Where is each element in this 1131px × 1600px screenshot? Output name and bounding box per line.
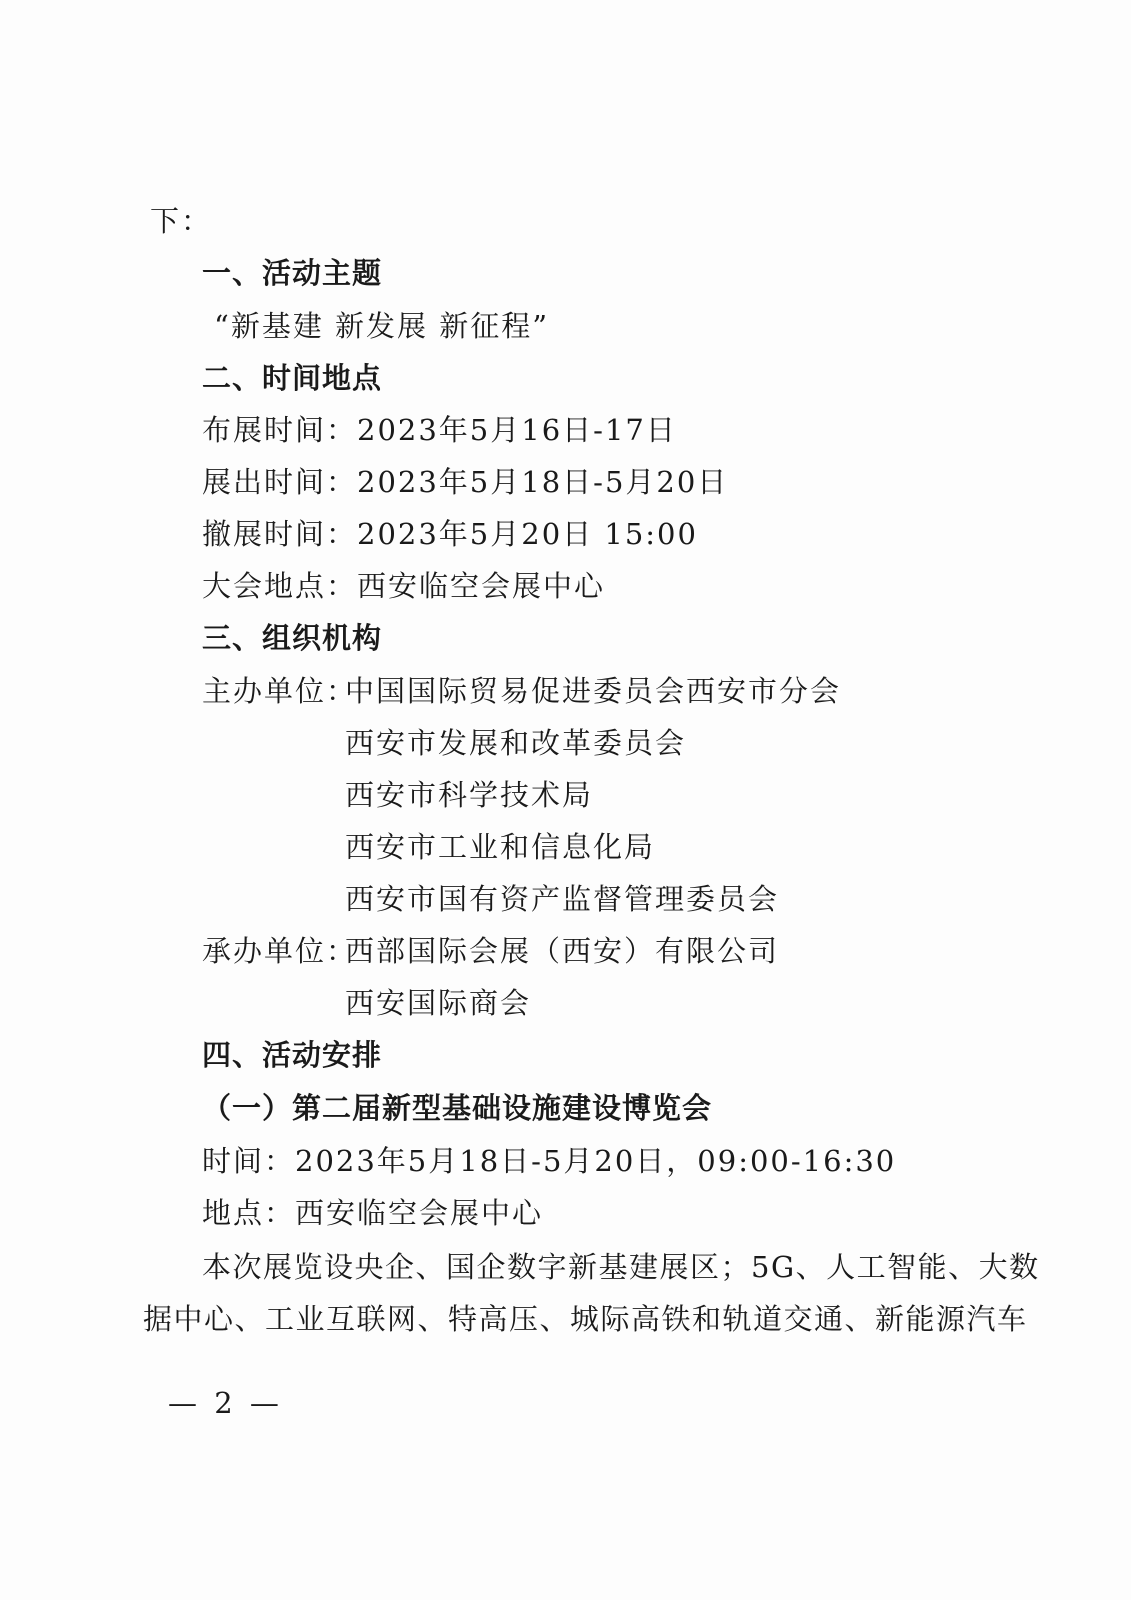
expo-place: 地点：西安临空会展中心	[202, 1196, 544, 1230]
host-unit: 中国国际贸易促进委员会西安市分会	[345, 674, 842, 708]
section-heading-arrangement: 四、活动安排	[202, 1038, 383, 1072]
host-unit: 西安市发展和改革委员会	[345, 726, 687, 760]
host-unit: 西安市工业和信息化局	[345, 830, 656, 864]
section-heading-organization: 三、组织机构	[202, 621, 383, 655]
organizer-unit: 西部国际会展（西安）有限公司	[345, 934, 780, 968]
theme-text: “新基建 新发展 新征程”	[214, 309, 550, 343]
expo-description-line: 本次展览设央企、国企数字新基建展区；5G、人工智能、大数	[202, 1250, 1040, 1284]
section-heading-theme: 一、活动主题	[202, 256, 383, 290]
teardown-time: 撤展时间：2023年5月20日 15:00	[202, 517, 698, 551]
setup-time: 布展时间：2023年5月16日-17日	[202, 413, 677, 447]
exhibit-time: 展出时间：2023年5月18日-5月20日	[202, 465, 729, 499]
organizer-label: 承办单位：	[202, 934, 358, 968]
host-unit: 西安市科学技术局	[345, 778, 594, 812]
host-label: 主办单位：	[202, 674, 358, 708]
organizer-unit: 西安国际商会	[345, 986, 532, 1020]
page-number: — 2 —	[168, 1386, 283, 1420]
subsection-heading-expo: （一）第二届新型基础设施建设博览会	[202, 1091, 713, 1125]
expo-time: 时间：2023年5月18日-5月20日，09:00-16:30	[202, 1144, 897, 1178]
host-unit: 西安市国有资产监督管理委员会	[345, 882, 780, 916]
continuation-text: 下：	[150, 204, 213, 238]
section-heading-time-place: 二、时间地点	[202, 361, 383, 395]
venue: 大会地点：西安临空会展中心	[202, 569, 606, 603]
expo-description-line: 据中心、工业互联网、特高压、城际高铁和轨道交通、新能源汽车	[143, 1302, 1028, 1336]
